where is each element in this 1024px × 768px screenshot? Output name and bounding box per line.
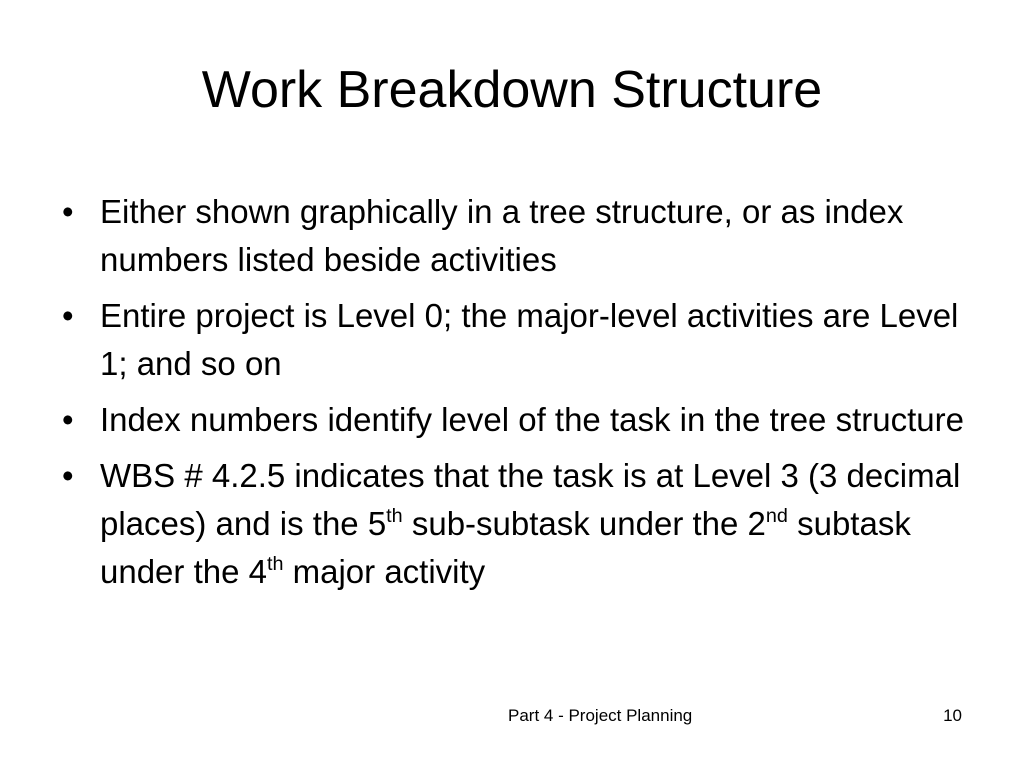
bullet-text-part: WBS # 4.2.5 indicates that the task is at Level 3 (3 decimal places) and is the 5 [100,457,961,542]
page-number: 10 [943,706,962,725]
bullet-item [62,452,982,596]
bullet-text-part: subtask under the 4 [100,505,911,590]
footer-section: Part 4 - Project Planning [508,706,693,725]
slide-title: Work Breakdown Structure [201,61,823,119]
bullet-text [100,457,960,590]
bullet-item [62,396,982,444]
bullet-text: Index numbers identify level of the task in the tree structure [100,401,964,438]
bullet-text-part: major activity [283,553,486,590]
bullet-item [62,188,982,284]
ordinal-suffix: th [266,553,284,576]
bullet-marker: • [62,457,74,494]
ordinal-suffix: th [386,505,403,528]
bullet-marker: • [62,401,74,438]
bullet-list [62,188,982,604]
bullet-marker: • [62,297,74,334]
bullet-item [62,292,982,388]
bullet-text: Either shown graphically in a tree structure, or as index numbers listed beside activities [100,193,904,278]
ordinal-suffix: nd [765,505,788,528]
bullet-text-part: sub-subtask under the 2 [402,505,766,542]
bullet-text: Entire project is Level 0; the major-level activities are Level 1; and so on [100,297,959,382]
bullet-marker: • [62,193,74,230]
